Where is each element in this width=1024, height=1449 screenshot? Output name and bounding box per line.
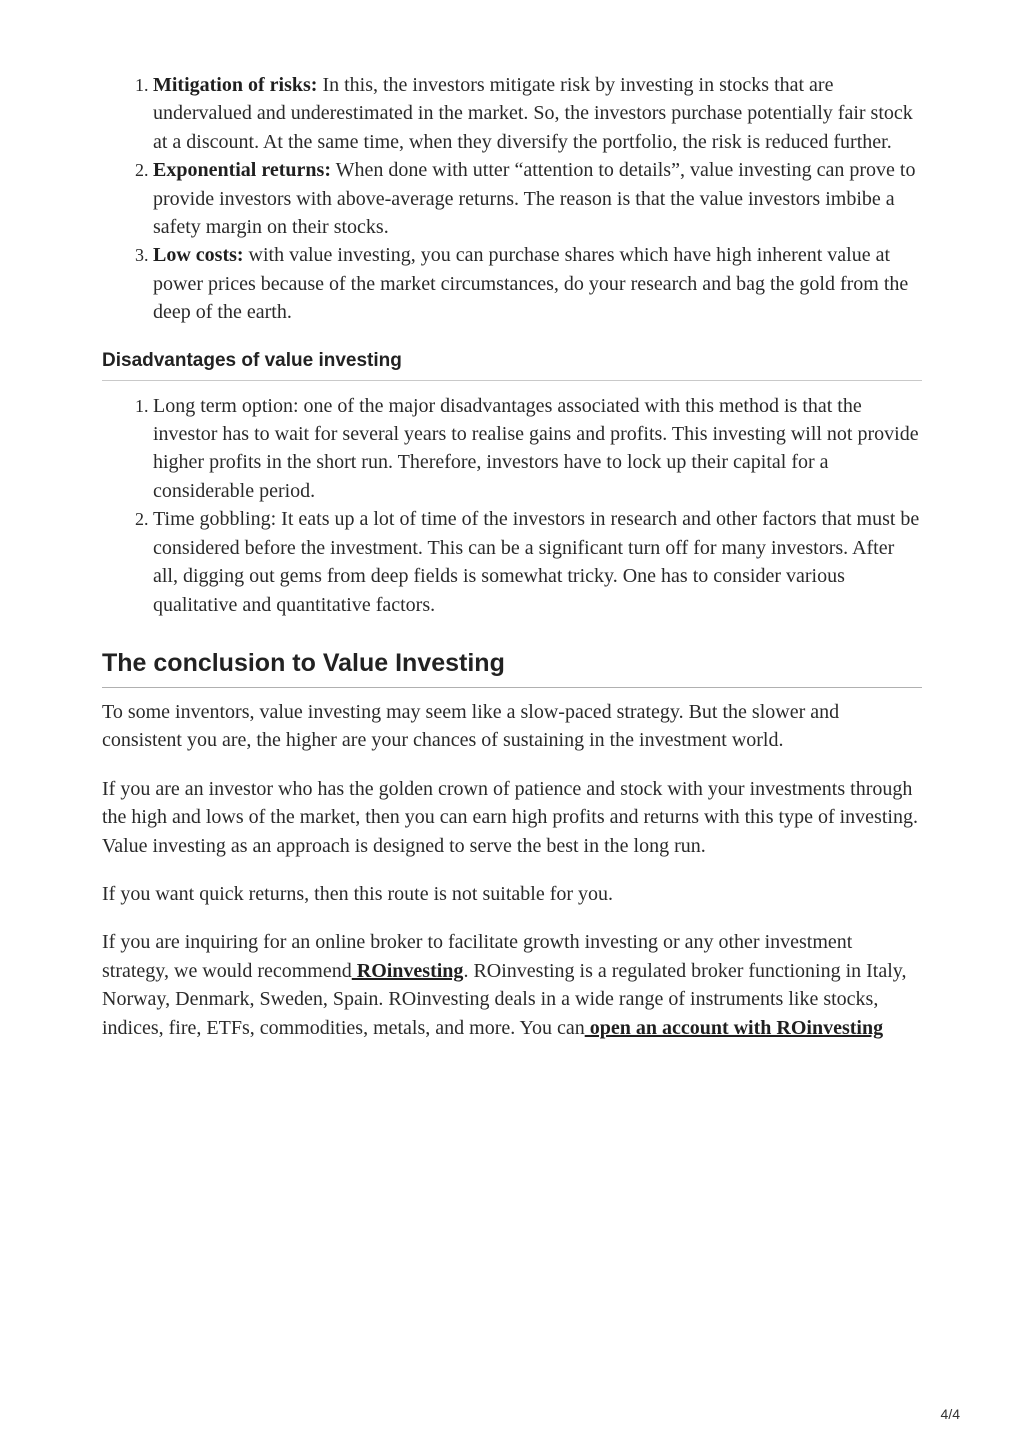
list-item-lead: Exponential returns: <box>153 159 331 182</box>
conclusion-paragraph-4 <box>102 928 922 1042</box>
list-item-text: When done with utter “attention to details”, value investing can prove to provide investors with above-average returns. The reason is that the value investors imbibe a safety margin on their stocks. <box>153 159 916 239</box>
open-account-link[interactable]: open an account with ROinvesting <box>584 1016 884 1039</box>
list-item-low-costs <box>153 241 922 326</box>
list-item-text: In this, the investors mitigate risk by investing in stocks that are undervalued and underestimated in the market. So, the investors purchase potentially fair stock at a discount. At the same time, when they diversify the portfolio, the risk is reduced further. <box>153 74 913 153</box>
list-item-lead: Low costs: <box>153 244 244 267</box>
document-page <box>102 71 922 1042</box>
disadvantages-heading: Disadvantages of value investing <box>102 349 922 381</box>
advantages-list <box>102 71 922 327</box>
conclusion-paragraph-3: If you want quick returns, then this route is not suitable for you. <box>102 882 614 905</box>
conclusion-paragraph-1: To some inventors, value investing may seem like a slow-paced strategy. But the slower and consistent you are, the higher are your chances of sustaining in the investment world. <box>102 700 840 752</box>
conclusion-heading: The conclusion to Value Investing <box>102 647 922 688</box>
page-number: 4/4 <box>940 1406 960 1422</box>
roinvesting-link[interactable]: ROinvesting <box>351 959 464 982</box>
list-item-time-gobbling: 2. Time gobbling: It eats up a lot of time of the investors in research and other factors that must be considered before the investment. This can be a significant turn off for many investors. After all, digging out gems from deep fields is somewhat tricky. One has to consider various qualitative and quantitative factors. <box>153 505 922 619</box>
list-item-lead: Mitigation of risks: <box>153 74 318 96</box>
list-item-long-term: 1. Long term option: one of the major disadvantages associated with this method is that the investor has to wait for several years to realise gains and profits. This investing will not provide higher profits in the short run. Therefore, investors have to lock up their capital for a considerable period. <box>153 392 922 506</box>
list-item-exponential <box>153 156 922 241</box>
paragraph-text: . ROinvesting is a regulated broker functioning in Italy, Norway, Denmark, Sweden, Spain. ROinvesting deals in a wide range of instruments like stocks, indices, fire, ETFs, commodities, metals, and more. You can <box>102 959 907 1039</box>
disadvantages-list <box>102 392 922 619</box>
paragraph-text: If you are inquiring for an online broker to facilitate growth investing or any other investment strategy, we would recommend <box>102 931 853 982</box>
conclusion-paragraph-2: If you are an investor who has the golden crown of patience and stock with your investments through the high and lows of the market, then you can earn high profits and returns with this type of investing. Value investing as an approach is designed to serve the best in the long run. <box>102 777 918 857</box>
list-item-text: with value investing, you can purchase shares which have high inherent value at power prices because of the market circumstances, do your research and bag the gold from the deep of the earth. <box>153 244 909 324</box>
list-item-mitigation <box>153 71 922 156</box>
